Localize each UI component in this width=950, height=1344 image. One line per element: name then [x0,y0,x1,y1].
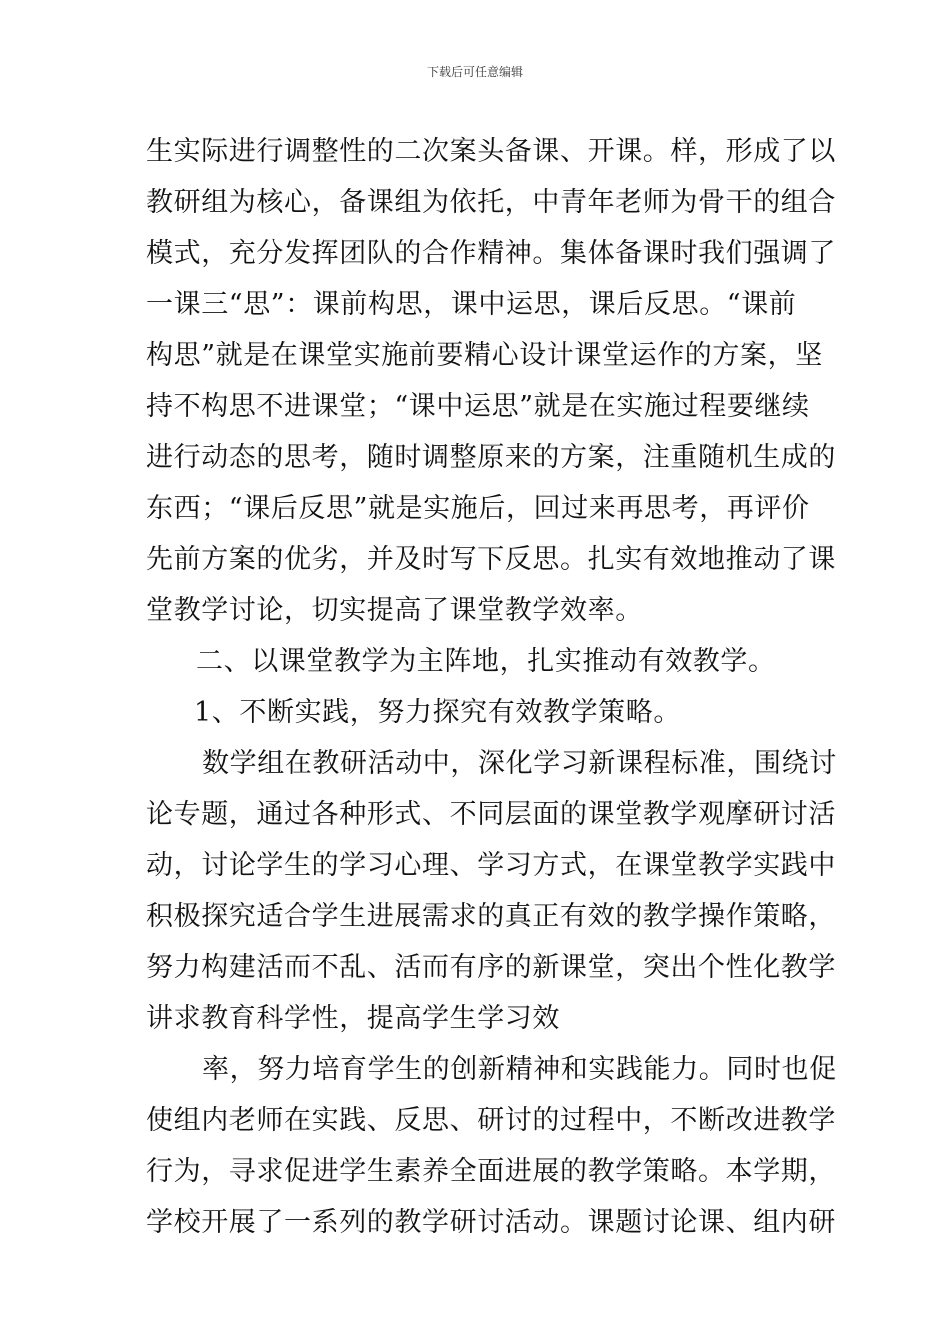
page-header: 下载后可任意编辑 [426,65,523,79]
text-line: 堂教学讨论，切实提高了课堂教学效率。 [146,595,643,626]
text-line: 教研组为核心，备课组为依托，中青年老师为骨干的组合 [146,187,836,218]
text-line: 生实际进行调整性的二次案头备课、开课。样，形成了以 [146,136,836,167]
text-line: 使组内老师在实践、反思、研讨的过程中，不断改进教学 [146,1105,836,1136]
section-heading: 二、以课堂教学为主阵地，扎实推动有效教学。 [196,646,776,677]
text-line: 一课三“思”：课前构思，课中运思，课后反思。“课前 [146,289,797,320]
paragraph-start-line: 率，努力培育学生的创新精神和实践能力。同时也促 [202,1054,837,1085]
document-body [146,126,837,1248]
text-line: 模式，充分发挥团队的合作精神。集体备课时我们强调了 [146,238,836,269]
text-line: 东西；“课后反思”就是实施后，回过来再思考，再评价 [146,493,810,524]
text-line: 讲求教育科学性，提高学生学习效 [146,1003,560,1034]
paragraph-start-line: 数学组在教研活动中，深化学习新课程标准，围绕讨 [202,748,837,779]
text-line: 先前方案的优劣，并及时写下反思。扎实有效地推动了课 [146,544,836,575]
text-line: 努力构建活而不乱、活而有序的新课堂，突出个性化教学 [146,952,836,983]
text-line: 论专题，通过各种形式、不同层面的课堂教学观摩研讨活 [146,799,836,830]
subsection-heading: 1、不断实践，努力探究有效教学策略。 [194,697,681,728]
text-line: 行为，寻求促进学生素养全面进展的教学策略。本学期， [146,1156,836,1187]
text-line: 进行动态的思考，随时调整原来的方案，注重随机生成的 [146,442,836,473]
text-line: 学校开展了一系列的教学研讨活动。课题讨论课、组内研 [146,1207,836,1238]
text-line: 持不构思不进课堂；“课中运思”就是在实施过程要继续 [146,391,810,422]
text-line: 构思”就是在课堂实施前要精心设计课堂运作的方案，坚 [146,340,823,371]
text-line: 积极探究适合学生进展需求的真正有效的教学操作策略， [146,901,836,932]
text-line: 动，讨论学生的学习心理、学习方式，在课堂教学实践中 [146,850,836,881]
